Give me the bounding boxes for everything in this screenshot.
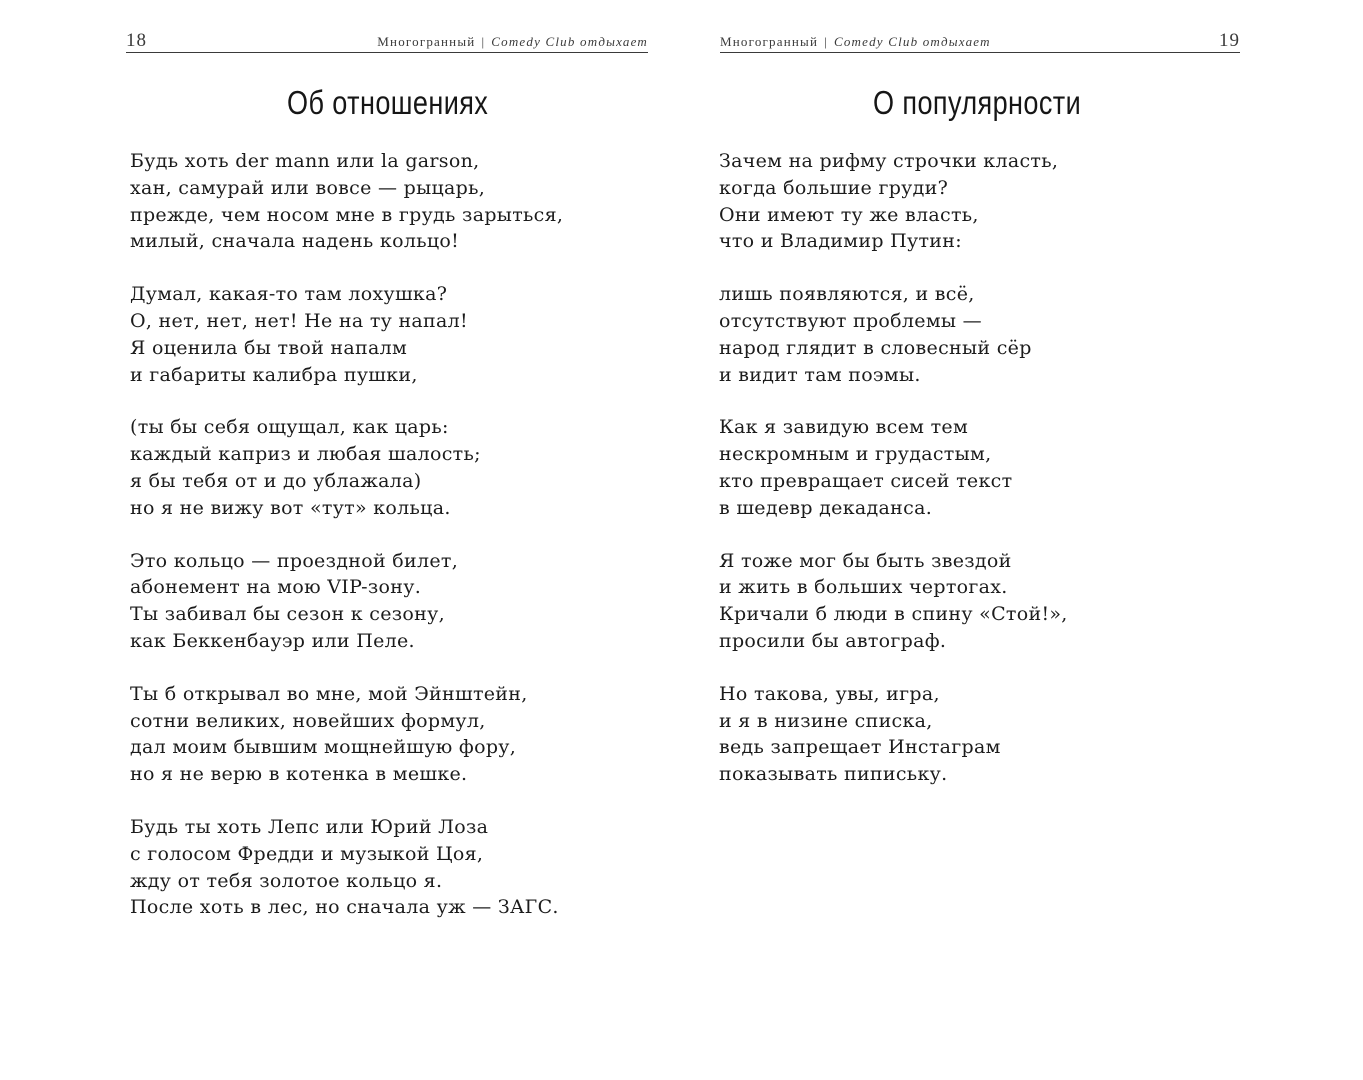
poem-line: и видит там поэмы. (719, 363, 921, 386)
poem-line: жду от тебя золотое кольцо я. (130, 869, 443, 892)
stanza (719, 148, 1068, 255)
poem-line: О, нет, нет, нет! Не на ту напал! (130, 309, 468, 332)
stanza (130, 414, 563, 521)
poem-line: После хоть в лес, но сначала уж — ЗАГС. (130, 896, 559, 919)
poem-line: Кричали б люди в спину «Стой!», (719, 603, 1068, 626)
poem-line: я бы тебя от и до ублажала) (130, 469, 422, 492)
poem-line: прежде, чем носом мне в грудь зарыться, (130, 203, 564, 226)
poem-line: когда большие груди? (719, 176, 949, 199)
title-separator: | (824, 34, 828, 49)
poem-line: просили бы автограф. (719, 629, 947, 652)
book-title: Многогранный (377, 34, 476, 49)
poem-line: Ты б открывал во мне, мой Эйнштейн, (130, 682, 528, 705)
stanza (719, 414, 1068, 521)
poem-line: Они имеют ту же власть, (719, 203, 979, 226)
poem-line: с голосом Фредди и музыкой Цоя, (130, 842, 484, 865)
left-page (0, 0, 681, 1080)
poem-line: как Беккенбауэр или Пеле. (130, 629, 415, 652)
poem-body (719, 148, 1068, 814)
series-title: Comedy Club отдыхает (491, 34, 648, 49)
poem-line: Я тоже мог бы быть звездой (719, 549, 1012, 572)
poem-line: и я в низине списка, (719, 709, 933, 732)
poem-line: дал моим бывшим мощнейшую фору, (130, 736, 517, 759)
poem-line: Будь хоть der mann или la garson, (130, 150, 480, 172)
running-title (377, 34, 648, 50)
poem-line: показывать пипиську. (719, 763, 948, 786)
poem-title: О популярности (873, 84, 1082, 121)
poem-line: абонемент на мою VIP-зону. (130, 576, 422, 599)
running-title (720, 34, 991, 50)
running-head (720, 30, 1240, 53)
stanza (130, 148, 563, 255)
poem-line: лишь появляются, и всё, (719, 283, 975, 306)
poem-line: кто превращает сисей текст (719, 469, 1013, 492)
stanza (130, 814, 563, 921)
poem-line: отсутствуют проблемы — (719, 309, 982, 332)
poem-line: что и Владимир Путин: (719, 230, 962, 253)
stanza (719, 548, 1068, 655)
stanza (130, 548, 563, 655)
poem-line: Как я завидую всем тем (719, 416, 969, 439)
poem-line: милый, сначала надень кольцо! (130, 230, 460, 253)
poem-line: Думал, какая-то там лохушка? (130, 283, 448, 306)
page-number: 19 (1219, 30, 1240, 51)
page-number: 18 (126, 30, 147, 51)
title-separator: | (481, 34, 486, 49)
poem-line: сотни великих, новейших формул, (130, 709, 486, 732)
poem-line: Будь ты хоть Лепс или Юрий Лоза (130, 815, 489, 838)
stanza (130, 681, 563, 788)
book-title: Многогранный (720, 34, 819, 49)
poem-line: Ты забивал бы сезон к сезону, (130, 603, 445, 626)
poem-body (130, 148, 563, 947)
poem-line: Зачем на рифму строчки класть, (719, 150, 1059, 172)
poem-line: Я оценила бы твой напалм (130, 336, 408, 359)
poem-line: и габариты калибра пушки, (130, 363, 418, 386)
stanza (130, 281, 563, 388)
poem-line: Это кольцо — проездной билет, (130, 549, 459, 572)
poem-line: но я не верю в котенка в мешке. (130, 763, 468, 786)
poem-line: в шедевр декаданса. (719, 496, 933, 519)
poem-line: и жить в больших чертогах. (719, 576, 1008, 599)
poem-line: народ глядит в словесный сёр (719, 336, 1032, 359)
poem-title: Об отношениях (287, 84, 489, 121)
stanza (719, 281, 1068, 388)
running-head (126, 30, 648, 53)
poem-line: каждый каприз и любая шалость; (130, 443, 481, 466)
poem-line: но я не вижу вот «тут» кольца. (130, 496, 451, 519)
poem-line: Но такова, увы, игра, (719, 682, 940, 705)
poem-line: хан, самурай или вовсе — рыцарь, (130, 176, 486, 199)
poem-line: (ты бы себя ощущал, как царь: (130, 416, 449, 439)
poem-line: ведь запрещает Инстаграм (719, 736, 1001, 759)
poem-line: нескромным и грудастым, (719, 443, 992, 466)
right-page (681, 0, 1363, 1080)
series-title: Comedy Club отдыхает (833, 34, 991, 49)
stanza (719, 681, 1068, 788)
